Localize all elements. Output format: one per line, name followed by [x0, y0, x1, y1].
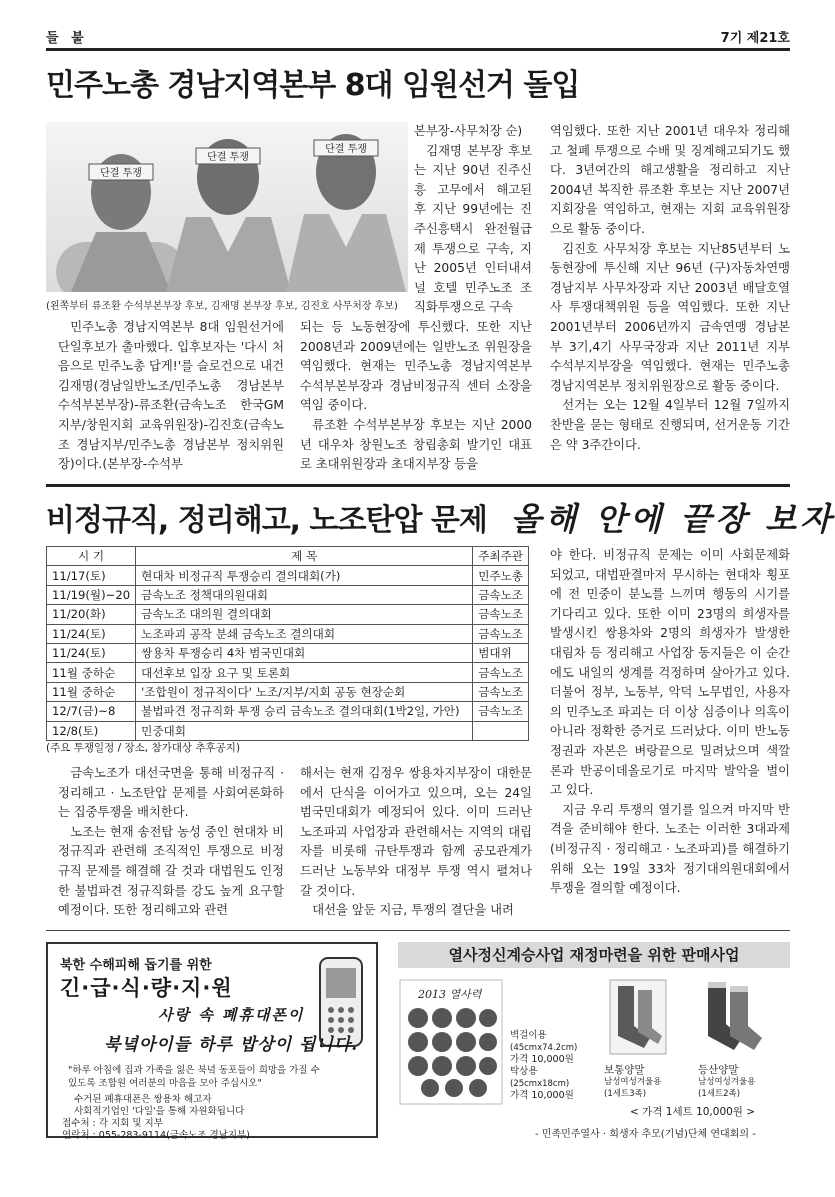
cell-organizer: [473, 721, 529, 740]
table-row: [47, 721, 529, 740]
article1-headline: 민주노총 경남지역본부 8대 임원선거 돌입: [46, 68, 580, 103]
cell-date: 11/17(토): [47, 566, 136, 585]
relief-contact: [62, 1118, 250, 1142]
table-row: [47, 605, 529, 624]
desk-calendar-price: 가격 10,000원: [510, 1090, 574, 1101]
calendar-image: [398, 978, 504, 1106]
paragraph: 김재명 본부장 후보는 지난 90년 진주신흥 고무에서 해고된 후 지난 99년에는 진주신흥택시 완전월급제 투쟁으로 구속, 지난 2005년 인터내셔널 호텔 민주노조 조직화투쟁으로 구속: [414, 143, 532, 315]
table-note: (주요 투쟁일정 / 장소, 참가대상 추후공지): [46, 742, 241, 754]
table-row: [47, 624, 529, 643]
paragraph: 야 한다. 비정규직 문제는 이미 사회문제화 되었고, 대법판결마저 무시하는 현대차 횡포에 전 민중이 분노를 느끼며 행동의 시기를 기다리고 있다. 또한 이미 23명의 희생자를 발생시킨 쌍용차와 2명의 희생자가 발생한 대림차 등 정리해고 사업장 동지들은 이 순간에도 내일의 생계를 걱정하며 살아가고 있다. 더불어 정부, 노동부, 악덕 노무법인, 사용자의 민주노조 파괴는 더 이상 심증이나 의혹이 아니라 정확한 증거로 드러났다. 이미 반노동 정권과 자본은 벼랑끝으로 밀려났으며 색깔론과 반공이데올로기로 마지막 발악을 벌이고 있다.: [550, 548, 790, 798]
cell-organizer: 금속노조: [473, 585, 529, 604]
paragraph: 되는 등 노동현장에 투신했다. 또한 지난 2008년과 2009년에는 일반노조 위원장을 역임했다. 현재는 민주노총 경남지역본부 수석부본부장과 경남비정규직 센터 소장을 역임 중이다.: [300, 320, 532, 413]
svg-text:단결 투쟁: 단결 투쟁: [325, 144, 367, 155]
cell-date: 11/24(토): [47, 643, 136, 662]
candidates-photo-illustration: [46, 122, 408, 292]
wall-calendar-name: 벽걸이용: [510, 1030, 547, 1041]
cell-title: 노조파괴 공작 분쇄 금속노조 결의대회: [136, 624, 473, 643]
column-header-organizer: 주최주관: [473, 547, 529, 566]
header-rule: [46, 48, 790, 51]
hiking-socks-info: [698, 1064, 755, 1100]
table-row: [47, 643, 529, 662]
socks-price: < 가격 1세트 10,000원 >: [630, 1106, 756, 1118]
cell-organizer: 민주노총: [473, 566, 529, 585]
article2-column-1: [58, 764, 284, 921]
paragraph: 본부장-사무처장 순): [414, 124, 523, 138]
schedule-table-body: [47, 566, 529, 741]
article1-column-3: [550, 122, 790, 455]
cell-title: '조합원이 정규직이다' 노조/지부/지회 공동 현장순회: [136, 682, 473, 701]
cell-date: 11/24(토): [47, 624, 136, 643]
paragraph: 역임했다. 또한 지난 2001년 대우차 정리해고 철폐 투쟁으로 수배 및 징계해고되기도 했다. 3년여간의 해고생활을 정리하고 지난 2004년 복직한 류조환 후보는 지난 2007년 지회장을 역임하고, 현재는 지회 교육위원장으로 활동 중이다.: [550, 124, 790, 236]
cell-title: 현대차 비정규직 투쟁승리 결의대회(가): [136, 566, 473, 585]
table-row: [47, 663, 529, 682]
paragraph: 대선을 앞둔 지금, 투쟁의 결단을 내려: [312, 903, 514, 918]
table-row: [47, 566, 529, 585]
table-header-row: [47, 547, 529, 566]
cell-organizer: 금속노조: [473, 682, 529, 701]
cell-title: 불법파견 정규직화 투쟁 승리 금속노조 결의대회(1박2일, 가안): [136, 702, 473, 721]
paragraph: 지금 우리 투쟁의 열기를 일으켜 마지막 반격을 준비해야 한다. 노조는 이러한 3대과제(비정규직 · 정리해고 · 노조파괴)를 해결하기 위해 오는 19일 33차 정기대의원대회에서 투쟁을 결의할 예정이다.: [550, 802, 790, 896]
calendar-icon: [398, 978, 504, 1106]
table-row: [47, 702, 529, 721]
relief-slogan-1: 사랑 속 폐휴대폰이: [158, 1006, 305, 1024]
relief-note-line: 수거된 폐휴대폰은 쌍용차 해고자: [74, 1094, 212, 1105]
article1-column-2b: [300, 318, 532, 475]
relief-ad: [46, 942, 378, 1141]
sale-ad-organizer: - 민족민주열사 · 희생자 추모(기념)단체 연대회의 -: [535, 1129, 756, 1140]
cell-organizer: 금속노조: [473, 663, 529, 682]
wall-calendar-size: (45cmx74.2cm): [510, 1043, 578, 1053]
page-header: [46, 24, 790, 46]
cell-date: 11/19(월)~20: [47, 585, 136, 604]
article2-column-3: [550, 546, 790, 899]
cell-organizer: 금속노조: [473, 624, 529, 643]
paragraph: 금속노조가 대선국면을 통해 비정규직 · 정리해고 · 노조탄압 문제를 사회여론화하는 집중투쟁을 배치한다.: [58, 766, 284, 820]
desk-calendar-size: (25cmx18cm): [510, 1079, 570, 1089]
hiking-socks-set: (1세트2족): [698, 1089, 741, 1099]
ad-rule: [46, 930, 790, 931]
plain-socks-info: [604, 1064, 661, 1100]
cell-date: 12/7(금)~8: [47, 702, 136, 721]
person-middle: [166, 139, 291, 292]
article2-column-2: [300, 764, 532, 921]
table-row: [47, 682, 529, 701]
section-rule: [46, 484, 790, 487]
paragraph: 류조환 수석부본부장 후보는 지난 2000년 대우차 창원노조 창립총회 발기인 대표로 초대위원장과 초대지부장 등을: [300, 417, 532, 472]
paragraph: 해서는 현재 김정우 쌍용차지부장이 대한문에서 단식을 이어가고 있으며, 오는 24일 범국민대회가 예정되어 있다. 이미 드러난 노조파괴 사업장과 관련해서는 지역의 대립자를 비롯해 규탄투쟁과 함께 공모관계가 드러난 노동부와 대정부 투쟁 역시 펼쳐나갈 것이다.: [300, 766, 532, 898]
candidates-photo: [46, 122, 408, 292]
relief-contact-place: 접수처 : 각 지회 및 지부: [62, 1118, 163, 1129]
relief-quote: "하루 아침에 집과 가족을 잃은 북녘 동포들이 희망을 가질 수 있도록 조합원 여러분의 마음을 모아 주십시오": [68, 1065, 320, 1089]
cell-title: 금속노조 대의원 결의대회: [136, 605, 473, 624]
relief-ad-line: 북한 수해피해 돕기를 위한: [60, 958, 212, 973]
cell-organizer: 금속노조: [473, 702, 529, 721]
paragraph: 민주노총 경남지역본부 8대 임원선거에 단일후보가 출마했다. 입후보자는 '다시 처음으로 민주노총 답게!'를 슬로건으로 내건 김재명(경남일반노조/민주노총 경남본부 수석부본부장)-류조환(금속노조 한국GM지부/창원지회 교육위원장)-김진호(금속노조 경남지부/민주노총 경남본부 정치위원장)이다.(본부장-수석부: [58, 320, 284, 472]
plain-socks-name: 보통양말: [604, 1064, 645, 1076]
wall-calendar-price: 가격 10,000원: [510, 1054, 574, 1065]
cell-organizer: 금속노조: [473, 605, 529, 624]
cell-title: 쌍용차 투쟁승리 4차 범국민대회: [136, 643, 473, 662]
headline-text: 비정규직, 정리해고, 노조탄압 문제: [46, 503, 487, 538]
article1-column-2a: [414, 122, 532, 318]
person-right: [286, 134, 406, 292]
section-name: 들 불: [46, 31, 88, 46]
wall-calendar-info: [510, 1030, 577, 1102]
issue-number: 7기 제21호: [720, 31, 790, 46]
plain-socks-icon: [604, 976, 674, 1056]
headline-script: 올해 안에 끝장 보자: [510, 500, 835, 538]
svg-text:2013 열사력: 2013 열사력: [418, 988, 482, 1001]
column-header-title: 제 목: [136, 547, 473, 566]
hiking-socks-desc: 남성여성겨울용: [698, 1077, 756, 1087]
cell-title: 대선후보 입장 요구 및 토론회: [136, 663, 473, 682]
cell-date: 11월 중하순: [47, 663, 136, 682]
hiking-socks-name: 등산양말: [698, 1064, 739, 1076]
person-left: [56, 154, 186, 292]
paragraph: 노조는 현재 송전탑 농성 중인 현대차 비정규직과 관련해 조직적인 투쟁으로 비정규직 문제를 해결해 갈 것과 대법원도 인정한 불법파견 정규직화를 강도 높게 요구할 예정이다. 또한 정리해고와 관련: [58, 824, 284, 918]
hiking-socks-icon: [698, 976, 768, 1056]
relief-contact-phone: 연락처 : 055-283-9114(금속노조 경남지부): [62, 1130, 250, 1141]
schedule-table: [46, 546, 529, 741]
article2-headline: [46, 494, 835, 540]
photo-caption: (왼쪽부터 류조환 수석부본부장 후보, 김재명 본부장 후보, 김진호 사무처장 후보): [46, 301, 398, 312]
svg-text:단결 투쟁: 단결 투쟁: [100, 168, 142, 179]
cell-date: 11월 중하순: [47, 682, 136, 701]
paragraph: 선거는 오는 12월 4일부터 12월 7일까지 찬반을 묻는 형태로 진행되며, 선거운동 기간은 약 3주간이다.: [550, 398, 790, 452]
column-header-date: 시 기: [47, 547, 136, 566]
paragraph: 김진호 사무처장 후보는 지난85년부터 노동현장에 투신해 지난 96년 (구)자동차연맹 경남지부 사무차장과 지난 2003년 배달호열사 투쟁대책위원 등을 역임했다. 또한 지난 2001년부터 2006년까지 금속연맹 경남본부 3기,4기 사무국장과 지난 2011년 지부 수석부지부장을 역임했다. 현재는 민주노총 경남지역본부 정치위원장으로 활동 중이다.: [550, 241, 790, 393]
plain-socks-set: (1세트3족): [604, 1089, 647, 1099]
relief-note-line: 사회적기업인 '다일'을 통해 자원화됩니다: [74, 1106, 245, 1117]
cell-title: 금속노조 정책대의원대회: [136, 585, 473, 604]
svg-text:단결 투쟁: 단결 투쟁: [207, 152, 249, 163]
cell-organizer: 범대위: [473, 643, 529, 662]
article1-column-1: [58, 318, 284, 475]
sale-ad: [398, 942, 790, 1138]
relief-ad-title: 긴·급·식·량·지·원: [60, 976, 233, 1000]
desk-calendar-name: 탁상용: [510, 1066, 538, 1077]
plain-socks-desc: 남성여성겨울용: [604, 1077, 662, 1087]
cell-date: 12/8(토): [47, 721, 136, 740]
cell-date: 11/20(화): [47, 605, 136, 624]
relief-slogan-2: 북녘아이들 하루 밥상이 됩니다.: [104, 1035, 359, 1055]
table-row: [47, 585, 529, 604]
cell-title: 민중대회: [136, 721, 473, 740]
relief-note: [74, 1094, 244, 1118]
sale-ad-title: 열사정신계승사업 재정마련을 위한 판매사업: [398, 942, 790, 968]
